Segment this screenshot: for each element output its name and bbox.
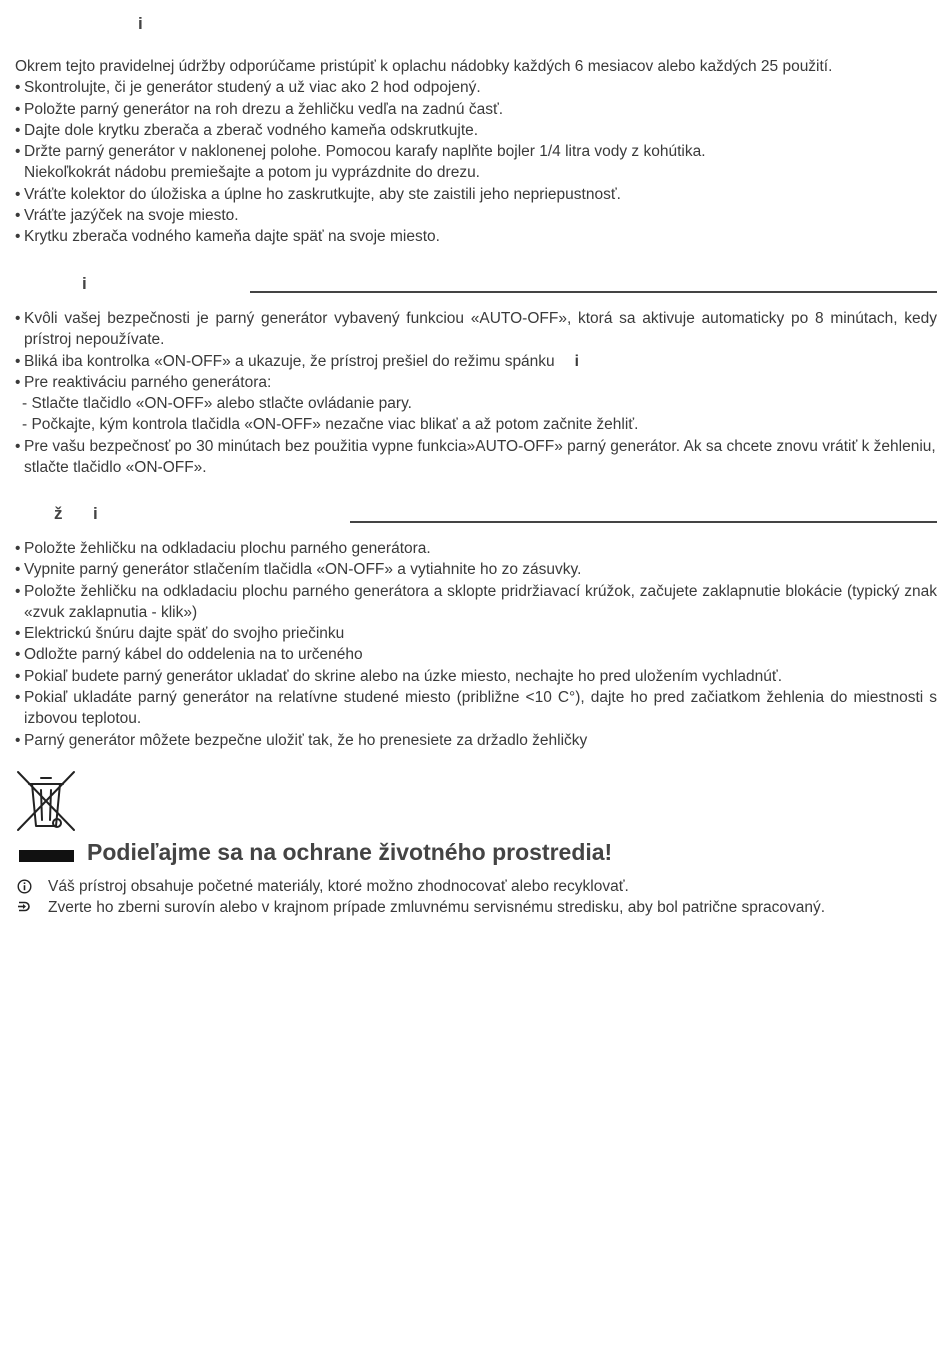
environment-title: Podieľajme sa na ochrane životného prostredia! <box>87 839 613 865</box>
step-continuation: Niekoľkokrát nádobu premiešajte a potom ju vyprázdnite do drezu. <box>24 164 480 182</box>
item-text: Bliká iba kontrolka «ON-OFF» a ukazuje, že prístroj prešiel do režimu spánku <box>24 352 555 370</box>
auto-off-heading <box>15 274 937 294</box>
list-item: • Vráťte jazýček na svoje miesto. <box>15 205 937 226</box>
list-item: • Pre reaktiváciu parného generátora: <box>15 372 937 393</box>
list-item <box>15 897 937 918</box>
crossed-bin-icon <box>15 770 77 834</box>
heading-fragment: i <box>82 274 87 293</box>
note-text: Zverte ho zberni surovín alebo v krajnom prípade zmluvnému servisnému stredisku, aby bol patrične spracovaný. <box>48 899 826 917</box>
item-fragment: i <box>574 352 579 370</box>
list-item: • Kvôli vašej bezpečnosti je parný generátor vybavený funkciou «AUTO-OFF», ktorá sa aktivuje automaticky po 8 minútach, kedy prístroj nepoužívate. <box>15 308 937 351</box>
list-item: • Dajte dole krytku zberača a zberač vodného kameňa odskrutkujte. <box>15 120 937 141</box>
storage-heading <box>15 504 937 524</box>
auto-off-list <box>15 308 937 478</box>
list-item <box>15 351 937 372</box>
list-item <box>15 876 937 897</box>
sub-item: - Stlačte tlačidlo «ON-OFF» alebo stlačte ovládanie pary. <box>22 395 412 413</box>
heading-rule <box>350 521 937 523</box>
list-item: • Pre vašu bezpečnosť po 30 minútach bez použitia vypne funkcia»AUTO-OFF» parný generátor. Ak sa chcete znovu vrátiť k žehleniu, stlačte tlačidlo «ON-OFF». <box>15 436 937 479</box>
heading-rule <box>250 291 937 293</box>
note-text: Váš prístroj obsahuje početné materiály, ktoré možno zhodnocovať alebo recyklovať. <box>48 878 629 895</box>
sub-item: - Počkajte, kým kontrola tlačidla «ON-OFF» nezačne viac blikať a až potom začnite žehliť. <box>22 416 639 434</box>
list-item <box>15 141 937 184</box>
maintenance-section <box>15 56 937 248</box>
list-item: • Krytku zberača vodného kameňa dajte späť na svoje miesto. <box>15 226 937 247</box>
list-item: • Pokiaľ budete parný generátor ukladať do skrine alebo na úzke miesto, nechajte ho pred uložením vychladnúť. <box>15 666 937 687</box>
maintenance-intro: Okrem tejto pravidelnej údržby odporúčame pristúpiť k oplachu nádobky každých 6 mesiacov alebo každých 25 použití. <box>15 58 833 75</box>
info-icon <box>17 879 32 894</box>
list-item: • Pokiaľ ukladáte parný generátor na relatívne studené miesto (približne <10 C°), dajte ho pred začiatkom žehlenia do miestnosti s izbovou teplotou. <box>15 687 937 730</box>
list-item: • Vráťte kolektor do úložiska a úplne ho zaskrutkujte, aby ste zaistili jeho nepriepustnosť. <box>15 184 937 205</box>
environment-heading <box>15 839 937 869</box>
environment-notes <box>15 876 937 919</box>
list-item: • Položte žehličku na odkladaciu plochu parného generátora a sklopte pridržiavací krúžok, začujete zaklapnutie blokácie (typický znak «zvuk zaklapnutia - klik») <box>15 581 937 624</box>
list-item: • Odložte parný kábel do oddelenia na to určeného <box>15 644 937 665</box>
maintenance-steps <box>15 77 937 247</box>
auto-off-section <box>15 308 937 478</box>
storage-section <box>15 538 937 751</box>
list-item: • Vypnite parný generátor stlačením tlačidla «ON-OFF» a vytiahnite ho zo zásuvky. <box>15 559 937 580</box>
step-text: Držte parný generátor v naklonenej polohe. Pomocou karafy naplňte bojler 1/4 litra vody z kohútika. <box>24 143 706 161</box>
heading-fragment-2: i <box>93 504 98 523</box>
list-item: • Položte parný generátor na roh drezu a žehličku vedľa na zadnú časť. <box>15 99 937 120</box>
list-item: • Parný generátor môžete bezpečne uložiť tak, že ho prenesiete za držadlo žehličky <box>15 730 937 751</box>
header-fragment: i <box>138 14 143 33</box>
heading-bar <box>19 850 74 862</box>
arrow-right-icon <box>17 900 32 915</box>
storage-list <box>15 538 937 751</box>
list-item: • Skontrolujte, či je generátor studený a už viac ako 2 hod odpojený. <box>15 77 937 98</box>
heading-fragment-1: ž <box>54 504 63 523</box>
list-item: • Elektrickú šnúru dajte späť do svojho priečinku <box>15 623 937 644</box>
list-item: • Položte žehličku na odkladaciu plochu parného generátora. <box>15 538 937 559</box>
